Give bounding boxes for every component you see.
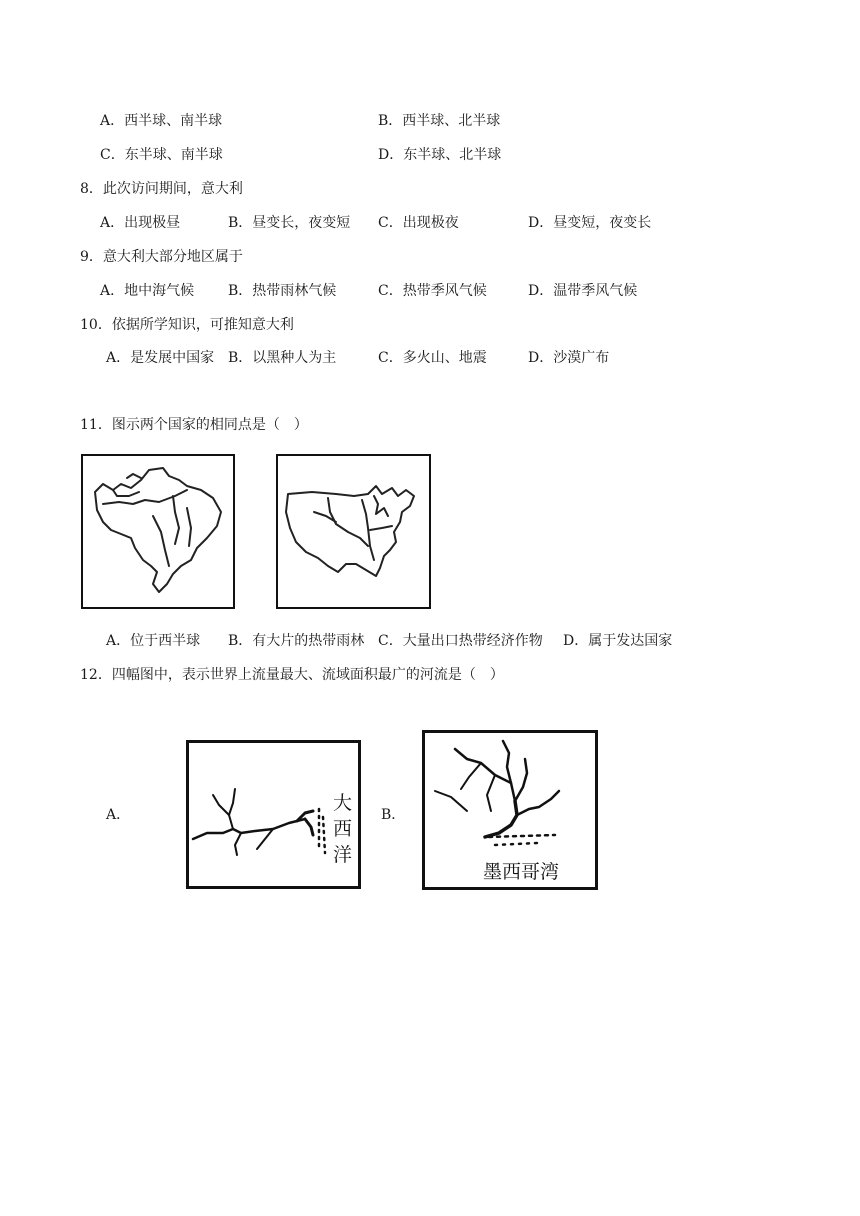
usa-map-drawing — [278, 456, 429, 607]
q7-option-c: C．东半球、南半球 — [100, 147, 223, 163]
q10-stem: 10．依据所学知识，可推知意大利 — [80, 317, 294, 333]
amazon-river-figure — [186, 740, 361, 889]
amazon-river-drawing — [189, 743, 358, 886]
gulf-of-mexico-label: 墨西哥湾 — [483, 861, 560, 883]
q10-option-c: C．多火山、地震 — [378, 350, 487, 366]
q12-stem: 12．四幅图中，表示世界上流量最大、流域面积最广的河流是（ ） — [80, 667, 504, 683]
atlantic-label-1: 大 — [333, 792, 353, 814]
q7-option-b: B．西半球、北半球 — [378, 113, 501, 129]
q11-stem: 11．图示两个国家的相同点是（ ） — [80, 417, 308, 433]
mississippi-river-figure — [422, 730, 598, 890]
atlantic-label-2: 西 — [333, 818, 353, 840]
q8-option-a: A．出现极昼 — [100, 215, 181, 231]
q11-option-d: D．属于发达国家 — [563, 633, 673, 649]
usa-map-figure — [276, 454, 431, 609]
brazil-map-drawing — [83, 456, 233, 607]
q11-option-b: B．有大片的热带雨林 — [228, 633, 365, 649]
q7-option-d: D．东半球、北半球 — [378, 147, 502, 163]
q8-option-c: C．出现极夜 — [378, 215, 459, 231]
q8-stem: 8．此次访问期间，意大利 — [80, 181, 243, 197]
q8-option-d: D．昼变短，夜变长 — [528, 215, 652, 231]
q11-option-c: C．大量出口热带经济作物 — [378, 633, 543, 649]
q9-option-b: B．热带雨林气候 — [228, 283, 337, 299]
q12-option-a-label: A． — [106, 807, 131, 823]
q9-option-c: C．热带季风气候 — [378, 283, 487, 299]
q9-option-d: D．温带季风气候 — [528, 283, 638, 299]
q8-option-b: B．昼变长，夜变短 — [228, 215, 351, 231]
q10-option-b: B．以黑种人为主 — [228, 350, 337, 366]
q7-option-a: A．西半球、南半球 — [100, 113, 223, 129]
q11-option-a: A．位于西半球 — [106, 633, 201, 649]
brazil-map-figure — [81, 454, 235, 609]
q12-option-b-label: B． — [381, 807, 406, 823]
q10-option-a: A．是发展中国家 — [106, 350, 215, 366]
q9-option-a: A．地中海气候 — [100, 283, 195, 299]
atlantic-label-3: 洋 — [333, 844, 353, 866]
q10-option-d: D．沙漠广布 — [528, 350, 610, 366]
mississippi-river-drawing — [425, 733, 595, 887]
q9-stem: 9．意大利大部分地区属于 — [80, 249, 243, 265]
